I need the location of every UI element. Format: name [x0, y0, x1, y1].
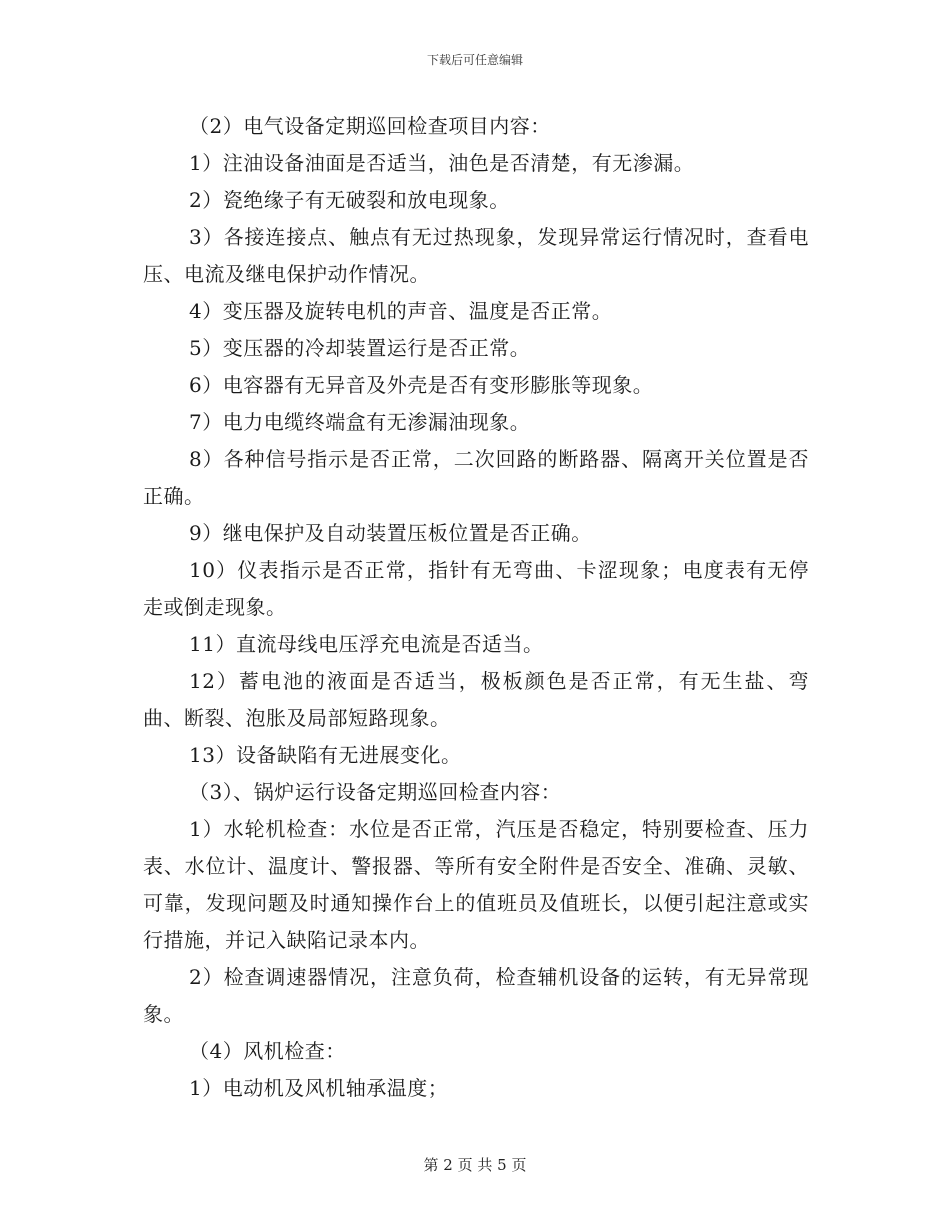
- list-item: 11）直流母线电压浮充电流是否适当。: [189, 632, 544, 656]
- list-item: 10）仪表指示是否正常，指针有无弯曲、卡涩现象；电度表有无停走或倒走现象。: [143, 558, 809, 619]
- page-header: [0, 52, 950, 68]
- list-item: 12）蓄电池的液面是否适当，极板颜色是否正常，有无生盐、弯曲、断裂、泡胀及局部短路现象。: [143, 669, 809, 730]
- list-item: 2）检查调速器情况，注意负荷，检查辅机设备的运转，有无异常现象。: [143, 965, 809, 1026]
- section-3-heading: （3）、锅炉运行设备定期巡回检查内容：: [189, 780, 562, 804]
- list-item: 4）变压器及旋转电机的声音、温度是否正常。: [189, 299, 613, 323]
- list-item: 9）继电保护及自动装置压板位置是否正确。: [189, 521, 592, 545]
- page-number: 第 2 页 共 5 页: [423, 1156, 527, 1174]
- list-item: 1）注油设备油面是否适当，油色是否清楚，有无渗漏。: [189, 151, 695, 175]
- list-item: 6）电容器有无异音及外壳是否有变形膨胀等现象。: [189, 373, 654, 397]
- list-item: 8）各种信号指示是否正常，二次回路的断路器、隔离开关位置是否正确。: [143, 447, 809, 508]
- section-2-heading: （2）电气设备定期巡回检查项目内容：: [189, 114, 551, 138]
- list-item: 5）变压器的冷却装置运行是否正常。: [189, 336, 531, 360]
- list-item: 3）各接连接点、触点有无过热现象，发现异常运行情况时，查看电压、电流及继电保护动作情况。: [143, 225, 809, 286]
- list-item: 13）设备缺陷有无进展变化。: [189, 743, 462, 767]
- list-item: 7）电力电缆终端盒有无渗漏油现象。: [189, 410, 531, 434]
- list-item: 1）电动机及风机轴承温度；: [189, 1076, 449, 1100]
- list-item: 1）水轮机检查：水位是否正常，汽压是否稳定，特别要检查、压力表、水位计、温度计、警报器、等所有安全附件是否安全、准确、灵敏、可靠，发现问题及时通知操作台上的值班员及值班长，以便引起注意或实行措施，并记入缺陷记录本内。: [143, 817, 809, 952]
- section-4-heading: （4）风机检查：: [189, 1039, 346, 1063]
- page-footer: [0, 1156, 950, 1174]
- document-body: [143, 108, 809, 1107]
- list-item: 2）瓷绝缘子有无破裂和放电现象。: [189, 188, 510, 212]
- header-note: 下载后可任意编辑: [426, 53, 523, 67]
